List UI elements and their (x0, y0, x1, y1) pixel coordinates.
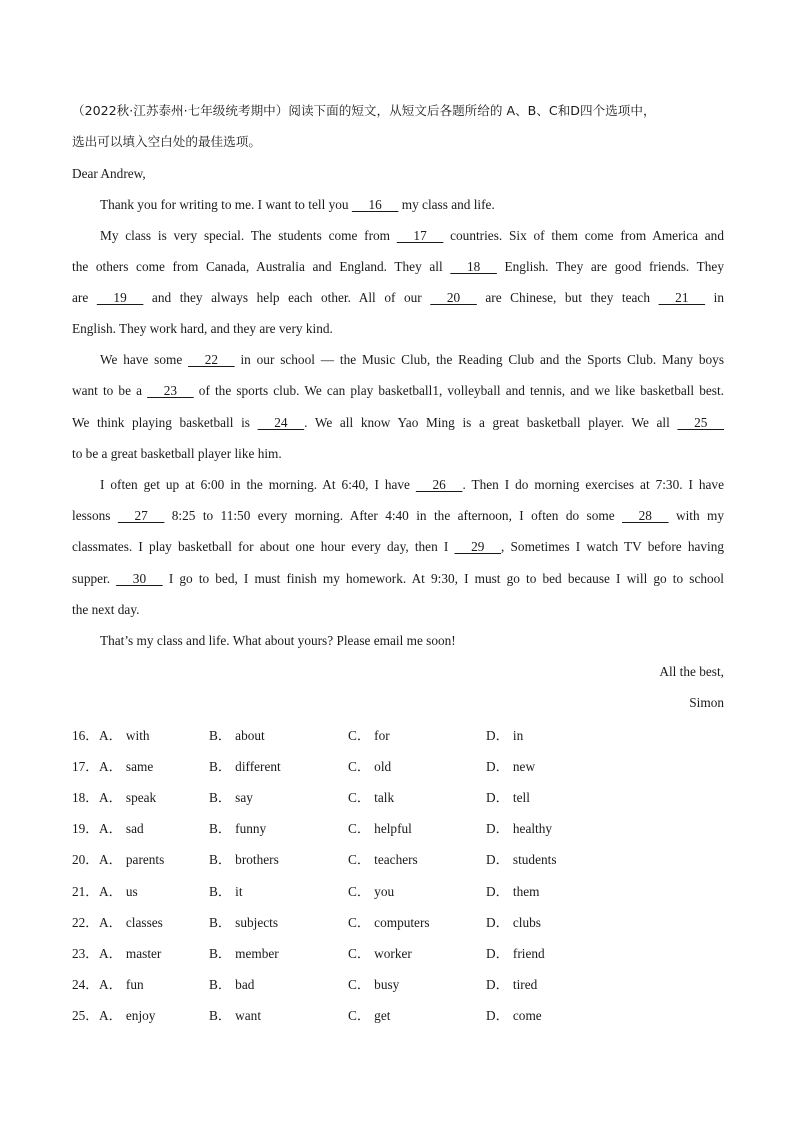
blank-16: 16 (351, 197, 399, 212)
option-letter: B． (209, 790, 232, 806)
option-letter: B． (209, 1007, 232, 1023)
option-text: worker (374, 945, 412, 961)
paragraph-line: That’s my class and life. What about yours? Please email me soon! (100, 633, 456, 648)
option-letter: C． (348, 945, 371, 961)
blank-20: 20 (430, 290, 477, 305)
option-letter: A． (99, 945, 122, 961)
option-letter: A． (99, 1007, 122, 1023)
option-text: teachers (374, 852, 418, 868)
option-b (209, 788, 253, 808)
option-c (348, 819, 412, 839)
option-text: tell (512, 790, 530, 806)
question-number: 21． (72, 883, 99, 899)
paragraph-line: the others come from Canada, Australia and England. They all 18 English. They are good friends. They (72, 257, 724, 277)
blank-17: 17 (396, 228, 444, 243)
option-letter: C． (348, 790, 371, 806)
option-text: busy (374, 976, 400, 992)
option-d (486, 757, 535, 777)
blank-22: 22 (188, 352, 235, 367)
question-row (72, 975, 724, 995)
question-number: 20． (72, 852, 99, 868)
option-a (99, 757, 153, 777)
option-c (348, 944, 412, 964)
question-row (72, 726, 724, 746)
blank-30: 30 (116, 571, 163, 586)
option-text: talk (374, 790, 395, 806)
blank-24: 24 (257, 415, 305, 430)
paragraph-line: I often get up at 6:00 in the morning. At 6:40, I have 26 . Then I do morning exercises at 7:30. I have (100, 475, 724, 495)
option-letter: D． (486, 1007, 509, 1023)
option-letter: C． (348, 852, 371, 868)
option-letter: A． (99, 914, 122, 930)
question-row (72, 788, 724, 808)
paragraph-line: English. They work hard, and they are very kind. (72, 321, 333, 336)
option-b (209, 850, 279, 870)
option-text: friend (512, 945, 545, 961)
option-text: you (374, 883, 395, 899)
option-text: us (125, 883, 138, 899)
blank-29: 29 (454, 539, 502, 554)
question-row (72, 850, 724, 870)
option-b (209, 757, 281, 777)
paragraph-line: supper. 30 I go to bed, I must finish my homework. At 9:30, I must go to bed because I will go to school (72, 569, 724, 589)
instruction-text: 选出可以填入空白处的最佳选项。 (72, 134, 261, 149)
paragraph-line: Thank you for writing to me. I want to tell you 16 my class and life. (100, 195, 724, 215)
blank-23: 23 (147, 383, 194, 398)
option-d (486, 882, 540, 902)
option-a (99, 944, 161, 964)
option-c (348, 850, 418, 870)
blank-18: 18 (450, 259, 497, 274)
option-letter: D． (486, 728, 509, 743)
option-letter: A． (99, 852, 122, 868)
option-b (209, 1006, 261, 1026)
option-text: in (512, 728, 524, 743)
option-text: fun (125, 976, 144, 992)
option-letter: A． (99, 883, 122, 899)
option-letter: D． (486, 852, 509, 868)
option-text: say (235, 790, 253, 806)
option-letter: C． (348, 883, 371, 899)
option-letter: C． (348, 728, 371, 743)
option-letter: B． (209, 914, 232, 930)
option-letter: A． (99, 821, 122, 837)
option-b (209, 882, 243, 902)
option-letter: A． (99, 728, 122, 743)
option-letter: A． (99, 759, 122, 775)
blank-28: 28 (622, 508, 669, 523)
question-number: 16． (72, 728, 99, 743)
letter-greeting: Dear Andrew, (72, 166, 146, 181)
paragraph-line: the next day. (72, 602, 140, 617)
option-c (348, 913, 430, 933)
question-number: 24． (72, 976, 99, 992)
option-b (209, 975, 254, 995)
option-text: old (374, 759, 392, 775)
option-text: new (512, 759, 536, 775)
option-text: helpful (374, 821, 412, 837)
question-number: 18． (72, 790, 99, 806)
option-text: funny (235, 821, 267, 837)
option-text: enjoy (125, 1007, 156, 1023)
option-c (348, 1006, 390, 1026)
option-text: classes (125, 914, 163, 930)
option-letter: B． (209, 976, 232, 992)
option-a (99, 975, 144, 995)
letter-signature: Simon (689, 695, 724, 710)
question-source-header: （2022秋·江苏泰州·七年级统考期中）阅读下面的短文，从短文后各题所给的 A、B、C和D四个选项中， (72, 103, 656, 118)
option-text: different (235, 759, 281, 775)
option-text: master (125, 945, 162, 961)
option-c (348, 788, 394, 808)
option-letter: A． (99, 976, 122, 992)
question-number: 22． (72, 914, 99, 930)
option-text: come (512, 1007, 542, 1023)
option-text: healthy (512, 821, 553, 837)
option-text: want (235, 1007, 262, 1023)
option-a (99, 819, 144, 839)
option-letter: C． (348, 914, 371, 930)
blank-19: 19 (96, 290, 144, 305)
option-text: for (374, 728, 390, 743)
paragraph-line: to be a great basketball player like him. (72, 446, 282, 461)
option-d (486, 944, 545, 964)
letter-closing: All the best, (659, 664, 724, 679)
option-c (348, 975, 399, 995)
option-letter: C． (348, 976, 371, 992)
option-a (99, 1006, 155, 1026)
question-row (72, 819, 724, 839)
option-letter: B． (209, 883, 232, 899)
question-row (72, 1006, 724, 1026)
option-letter: B． (209, 728, 232, 743)
blank-25: 25 (677, 415, 724, 430)
blank-26: 26 (415, 477, 463, 492)
question-number: 19． (72, 821, 99, 837)
option-letter: D． (486, 759, 509, 775)
option-text: students (512, 852, 557, 868)
option-text: member (235, 945, 279, 961)
option-c (348, 882, 394, 902)
option-text: with (125, 728, 150, 743)
option-letter: C． (348, 1007, 371, 1023)
option-text: it (235, 883, 243, 899)
question-number: 17． (72, 759, 99, 775)
paragraph-line: We think playing basketball is 24 . We all know Yao Ming is a great basketball player. We all 25 (72, 413, 724, 433)
paragraph-line: My class is very special. The students come from 17 countries. Six of them come from America and (100, 226, 724, 246)
option-d (486, 819, 552, 839)
question-row (72, 882, 724, 902)
option-letter: B． (209, 759, 232, 775)
option-a (99, 882, 138, 902)
paragraph-line: lessons 27 8:25 to 11:50 every morning. After 4:40 in the afternoon, I often do some 28 with my (72, 506, 724, 526)
option-d (486, 1006, 542, 1026)
option-d (486, 975, 537, 995)
option-d (486, 850, 557, 870)
option-text: get (374, 1007, 391, 1023)
option-text: subjects (235, 914, 279, 930)
option-text: brothers (235, 852, 279, 868)
paragraph-line: We have some 22 in our school — the Music Club, the Reading Club and the Sports Club. Many boys (100, 350, 724, 370)
question-row (72, 757, 724, 777)
paragraph-line: are 19 and they always help each other. All of our 20 are Chinese, but they teach 21 in (72, 288, 724, 308)
option-letter: A． (99, 790, 122, 806)
question-number: 23． (72, 945, 99, 961)
option-d (486, 726, 523, 746)
question-number: 25． (72, 1007, 99, 1023)
paragraph-line: classmates. I play basketball for about one hour every day, then I 29 , Sometimes I watch TV before having (72, 537, 724, 557)
option-a (99, 913, 163, 933)
option-letter: C． (348, 821, 371, 837)
option-letter: B． (209, 852, 232, 868)
option-text: sad (125, 821, 144, 837)
option-text: computers (374, 914, 430, 930)
option-c (348, 757, 391, 777)
blank-27: 27 (117, 508, 165, 523)
option-d (486, 788, 530, 808)
option-b (209, 944, 279, 964)
question-row (72, 913, 724, 933)
option-letter: B． (209, 945, 232, 961)
question-row (72, 944, 724, 964)
option-c (348, 726, 390, 746)
option-text: speak (125, 790, 157, 806)
option-a (99, 850, 164, 870)
option-letter: D． (486, 790, 509, 806)
option-text: them (512, 883, 540, 899)
option-b (209, 913, 278, 933)
option-letter: D． (486, 945, 509, 961)
paragraph-line: want to be a 23 of the sports club. We can play basketball1, volleyball and tennis, and we like basketball best. (72, 381, 724, 401)
option-letter: D． (486, 821, 509, 837)
option-letter: D． (486, 976, 509, 992)
option-text: tired (512, 976, 538, 992)
option-b (209, 819, 266, 839)
blank-21: 21 (658, 290, 706, 305)
option-letter: C． (348, 759, 371, 775)
option-text: about (235, 728, 265, 743)
option-b (209, 726, 265, 746)
option-text: same (125, 759, 154, 775)
option-text: parents (125, 852, 165, 868)
option-a (99, 726, 150, 746)
option-a (99, 788, 156, 808)
option-text: clubs (512, 914, 541, 930)
option-letter: B． (209, 821, 232, 837)
option-letter: D． (486, 914, 509, 930)
option-letter: D． (486, 883, 509, 899)
option-d (486, 913, 541, 933)
option-text: bad (235, 976, 255, 992)
